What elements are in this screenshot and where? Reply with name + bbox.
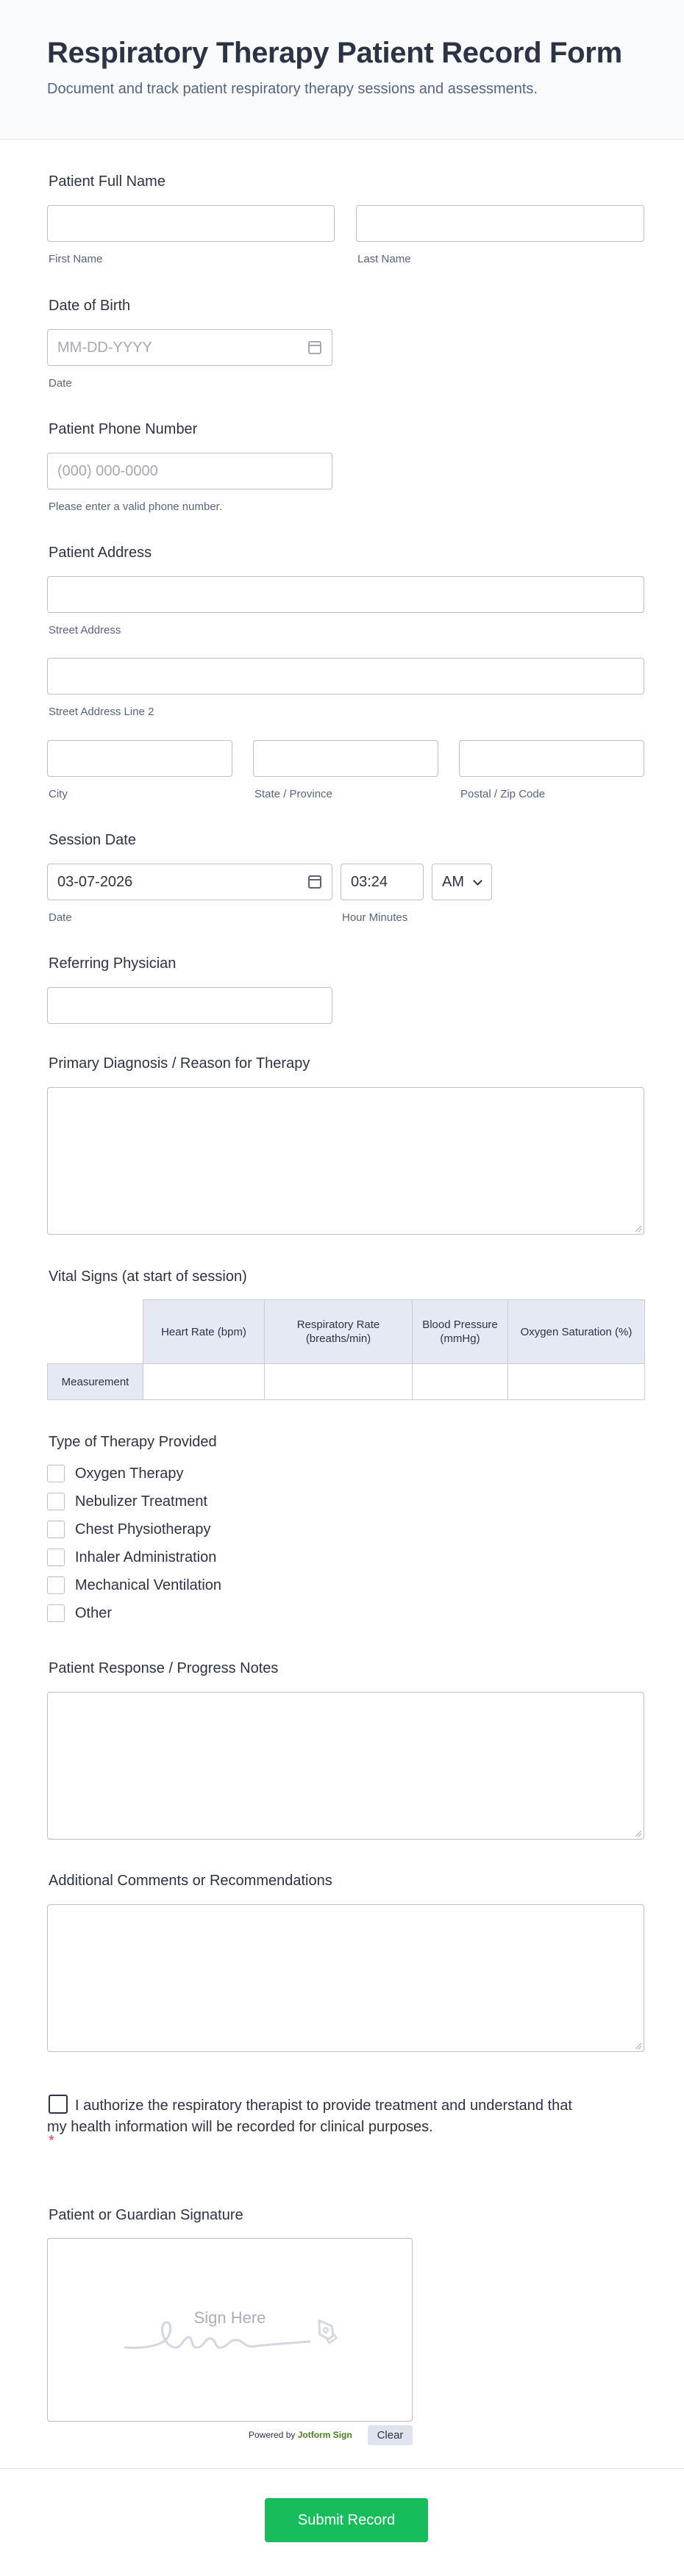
vitals-col-respiratory-rate: Respiratory Rate (breaths/min) — [265, 1300, 413, 1364]
progress-textarea[interactable] — [47, 1692, 644, 1840]
session-time-input[interactable] — [341, 864, 424, 900]
checkbox[interactable] — [47, 1604, 65, 1622]
checkbox[interactable] — [47, 1493, 65, 1510]
checkbox[interactable] — [47, 1549, 65, 1566]
signature-pad[interactable] — [47, 2238, 413, 2422]
powered-by-prefix: Powered by — [249, 2430, 296, 2440]
phone-label: Patient Phone Number — [49, 421, 198, 437]
ampm-value: AM — [442, 873, 464, 890]
dob-input[interactable] — [47, 329, 332, 366]
vitals-label: Vital Signs (at start of session) — [49, 1269, 247, 1285]
comments-label: Additional Comments or Recommendations — [49, 1873, 332, 1889]
progress-label: Patient Response / Progress Notes — [49, 1660, 279, 1676]
dob-sublabel: Date — [49, 377, 72, 390]
checkbox[interactable] — [47, 1576, 65, 1594]
vitals-cell-blood-pressure[interactable] — [413, 1364, 508, 1400]
state-input[interactable] — [253, 740, 438, 777]
powered-by-brand[interactable]: Jotform Sign — [297, 2430, 352, 2440]
therapy-option-nebulizer[interactable] — [47, 1493, 207, 1510]
therapy-option-oxygen[interactable] — [47, 1465, 184, 1482]
therapy-option-label: Inhaler Administration — [75, 1549, 217, 1565]
therapy-option-label: Nebulizer Treatment — [75, 1493, 208, 1510]
session-date-input[interactable] — [47, 864, 332, 900]
session-date-sublabel: Date — [49, 911, 72, 924]
diagnosis-label: Primary Diagnosis / Reason for Therapy — [49, 1055, 310, 1072]
last-name-input[interactable] — [356, 205, 644, 242]
therapy-option-inhaler[interactable] — [47, 1549, 216, 1566]
clear-signature-button[interactable]: Clear — [368, 2425, 413, 2445]
phone-sublabel: Please enter a valid phone number. — [49, 501, 222, 513]
submit-button[interactable]: Submit Record — [265, 2498, 428, 2542]
street-address-sublabel: Street Address — [49, 624, 121, 636]
therapy-option-label: Other — [75, 1604, 113, 1621]
zip-input[interactable] — [459, 740, 644, 777]
session-time-sublabel: Hour Minutes — [342, 911, 408, 924]
vitals-cell-respiratory-rate[interactable] — [265, 1364, 413, 1400]
city-sublabel: City — [49, 788, 68, 800]
physician-input[interactable] — [47, 987, 332, 1024]
therapy-option-ventilation[interactable] — [47, 1576, 221, 1594]
vitals-cell-heart-rate[interactable] — [143, 1364, 265, 1400]
form-title: Respiratory Therapy Patient Record Form — [47, 37, 622, 69]
checkbox[interactable] — [47, 1521, 65, 1538]
vitals-col-blood-pressure: Blood Pressure (mmHg) — [413, 1300, 508, 1364]
signature-hint: Sign Here — [193, 2308, 266, 2327]
signature-label: Patient or Guardian Signature — [49, 2207, 243, 2223]
chevron-down-icon — [473, 876, 482, 886]
ampm-select[interactable] — [432, 864, 492, 900]
first-name-input[interactable] — [47, 205, 335, 242]
therapy-label: Type of Therapy Provided — [49, 1434, 217, 1450]
therapy-option-label: Chest Physiotherapy — [75, 1521, 211, 1538]
vitals-row-label: Measurement — [48, 1364, 143, 1400]
calendar-icon[interactable] — [308, 875, 321, 889]
form-header — [0, 0, 684, 140]
phone-input[interactable] — [47, 453, 332, 489]
vitals-cell-oxygen-saturation[interactable] — [508, 1364, 645, 1400]
comments-textarea[interactable] — [47, 1904, 644, 2052]
dob-label: Date of Birth — [49, 298, 131, 314]
zip-sublabel: Postal / Zip Code — [460, 788, 546, 800]
therapy-option-label: Mechanical Ventilation — [75, 1576, 222, 1593]
session-date-label: Session Date — [49, 832, 136, 848]
vitals-corner-cell — [48, 1300, 143, 1364]
calendar-icon[interactable] — [308, 341, 321, 354]
physician-label: Referring Physician — [49, 955, 177, 972]
street-address-input[interactable] — [47, 576, 644, 613]
street-address-line2-input[interactable] — [47, 658, 644, 695]
street-address-line2-sublabel: Street Address Line 2 — [49, 706, 154, 718]
first-name-sublabel: First Name — [49, 253, 103, 265]
vitals-col-heart-rate: Heart Rate (bpm) — [143, 1300, 265, 1364]
address-label: Patient Address — [49, 545, 152, 561]
therapy-option-other[interactable] — [47, 1604, 112, 1622]
therapy-option-chest-physio[interactable] — [47, 1521, 211, 1538]
footer-divider — [0, 2468, 684, 2469]
form-subtitle: Document and track patient respiratory therapy sessions and assessments. — [47, 81, 538, 97]
signature-scribble-icon — [48, 2239, 413, 2422]
required-mark: * — [49, 2133, 54, 2149]
powered-by — [249, 2430, 352, 2440]
consent-text: I authorize the respiratory therapist to provide treatment and understand that my health information will be recorded for clinical purposes. — [47, 2098, 572, 2135]
phone-placeholder: (000) 000-0000 — [57, 462, 158, 479]
vitals-col-oxygen-saturation: Oxygen Saturation (%) — [508, 1300, 645, 1364]
patient-name-label: Patient Full Name — [49, 173, 165, 190]
state-sublabel: State / Province — [254, 788, 332, 800]
city-input[interactable] — [47, 740, 232, 777]
checkbox[interactable] — [47, 1465, 65, 1482]
session-time-value: 03:24 — [351, 873, 388, 890]
session-date-value: 03-07-2026 — [57, 873, 133, 890]
dob-placeholder: MM-DD-YYYY — [57, 339, 152, 356]
therapy-option-label: Oxygen Therapy — [75, 1465, 184, 1482]
last-name-sublabel: Last Name — [357, 253, 411, 265]
diagnosis-textarea[interactable] — [47, 1087, 644, 1235]
vitals-table — [47, 1299, 645, 1400]
